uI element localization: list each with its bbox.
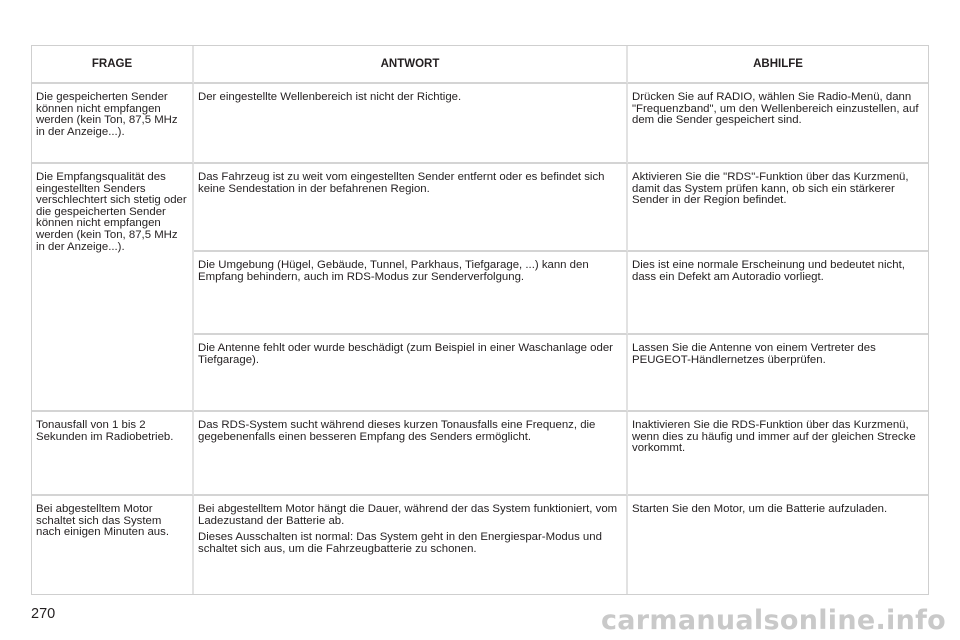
page-number: 270 [31, 606, 56, 622]
cell-antwort: Die Antenne fehlt oder wurde beschädigt (zum Beispiel in einer Waschanlage oder Tiefgarage). [194, 335, 628, 412]
cell-antwort-paragraph: Bei abgestelltem Motor hängt die Dauer, während der das System funktioniert, vom Ladezustand der Batterie ab. [198, 503, 618, 527]
cell-antwort: Die Umgebung (Hügel, Gebäude, Tunnel, Parkhaus, Tiefgarage, ...) kann den Empfang behindern, auch im RDS-Modus zur Senderverfolgung. [194, 252, 628, 335]
cell-frage: Tonausfall von 1 bis 2 Sekunden im Radiobetrieb. [32, 412, 194, 496]
cell-frage: Die gespeicherten Sender können nicht empfangen werden (kein Ton, 87,5 MHz in der Anzeige...). [32, 84, 194, 164]
cell-frage: Bei abgestelltem Motor schaltet sich das System nach einigen Minuten aus. [32, 496, 194, 594]
cell-abhilfe: Lassen Sie die Antenne von einem Vertreter des PEUGEOT-Händlernetzes überprüfen. [628, 335, 928, 412]
cell-abhilfe: Inaktivieren Sie die RDS-Funktion über das Kurzmenü, wenn dies zu häufig und immer auf der gleichen Strecke vorkommt. [628, 412, 928, 496]
table-row [32, 164, 928, 252]
table-row [32, 84, 928, 164]
cell-antwort [194, 496, 628, 594]
cell-antwort: Der eingestellte Wellenbereich ist nicht der Richtige. [194, 84, 628, 164]
table-row [32, 412, 928, 496]
troubleshooting-table-frame [31, 45, 929, 595]
header-abhilfe: ABHILFE [628, 46, 928, 84]
cell-abhilfe: Starten Sie den Motor, um die Batterie aufzuladen. [632, 503, 888, 515]
cell-abhilfe: Dies ist eine normale Erscheinung und bedeutet nicht, dass ein Defekt am Autoradio vorliegt. [628, 252, 928, 335]
cell-abhilfe: Drücken Sie auf RADIO, wählen Sie Radio-Menü, dann "Frequenzband", um den Wellenbereich einzustellen, auf dem die Sender gespeichert sind. [628, 84, 928, 164]
table-row [32, 496, 928, 594]
watermark: carmanualsonline.info [600, 605, 946, 636]
troubleshooting-table [32, 46, 928, 594]
header-frage: FRAGE [32, 46, 194, 84]
cell-antwort: Das Fahrzeug ist zu weit vom eingestellten Sender entfernt oder es befindet sich keine Sendestation in der befahrenen Region. [194, 164, 628, 252]
cell-antwort: Das RDS-System sucht während dieses kurzen Tonausfalls eine Frequenz, die gegebenenfalls einen besseren Empfang des Senders ermöglicht. [194, 412, 628, 496]
cell-antwort-paragraph: Dieses Ausschalten ist normal: Das System geht in den Energiespar-Modus und schaltet sich aus, um die Fahrzeugbatterie zu schonen. [198, 531, 602, 555]
header-antwort: ANTWORT [194, 46, 628, 84]
table-header-row [32, 46, 928, 84]
cell-frage: Die Empfangsqualität des eingestellten Senders verschlechtert sich stetig oder die gespeicherten Sender können nicht empfangen werden (kein Ton, 87,5 MHz in der Anzeige...). [32, 164, 194, 412]
cell-abhilfe: Aktivieren Sie die "RDS"-Funktion über das Kurzmenü, damit das System prüfen kann, ob sich ein stärkerer Sender in der Region befindet. [628, 164, 928, 252]
